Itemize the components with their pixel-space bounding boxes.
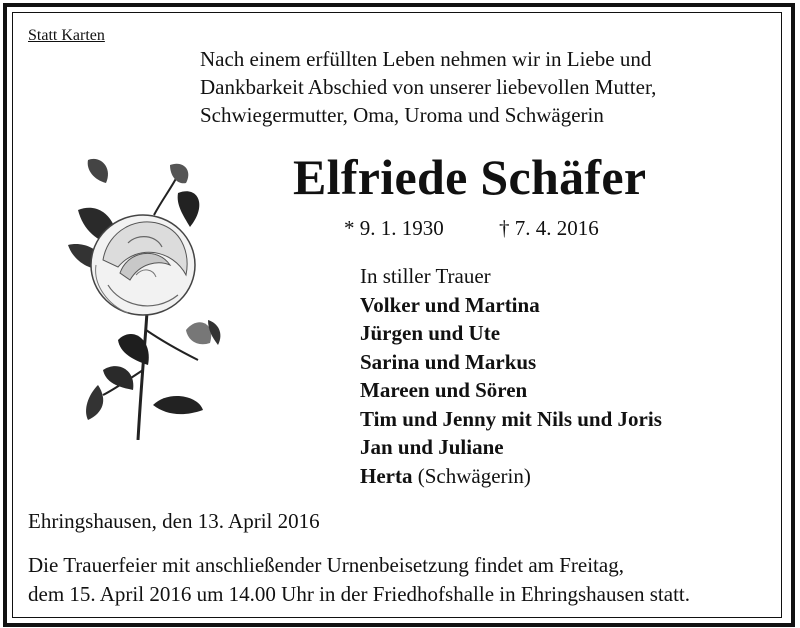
mourners-list	[360, 262, 662, 490]
list-item: Jürgen und Ute	[360, 321, 501, 345]
deceased-name: Elfriede Schäfer	[293, 149, 647, 205]
list-item: Tim und Jenny mit Nils und Joris	[360, 406, 662, 431]
mourning-intro: In stiller Trauer	[360, 264, 491, 288]
intro-line: Nach einem erfüllten Leben nehmen wir in Liebe und	[200, 47, 652, 71]
service-line: Die Trauerfeier mit anschließender Urnenbeisetzung findet am Freitag,	[28, 553, 624, 577]
last-mourner-note: (Schwägerin)	[417, 463, 531, 488]
death-date: † 7. 4. 2016	[499, 216, 599, 240]
intro-text	[200, 45, 760, 129]
list-item: Sarina und Markus	[360, 349, 537, 374]
rose-icon	[58, 155, 228, 440]
birth-date: * 9. 1. 1930	[344, 216, 444, 240]
list-item: Mareen und Sören	[360, 378, 528, 402]
statt-karten-label: Statt Karten	[28, 27, 105, 44]
list-item: Jan und Juliane	[360, 435, 504, 459]
service-line: dem 15. April 2016 um 14.00 Uhr in der Friedhofshalle in Ehringshausen statt.	[28, 582, 690, 606]
service-text	[28, 551, 690, 609]
intro-line: Schwiegermutter, Oma, Uroma und Schwägerin	[200, 103, 604, 127]
last-mourner-name: Herta	[360, 463, 413, 488]
list-item	[360, 462, 662, 491]
place-date: Ehringshausen, den 13. April 2016	[28, 509, 320, 533]
intro-line: Dankbarkeit Abschied von unserer liebevollen Mutter,	[200, 75, 657, 99]
list-item: Volker und Martina	[360, 292, 540, 317]
